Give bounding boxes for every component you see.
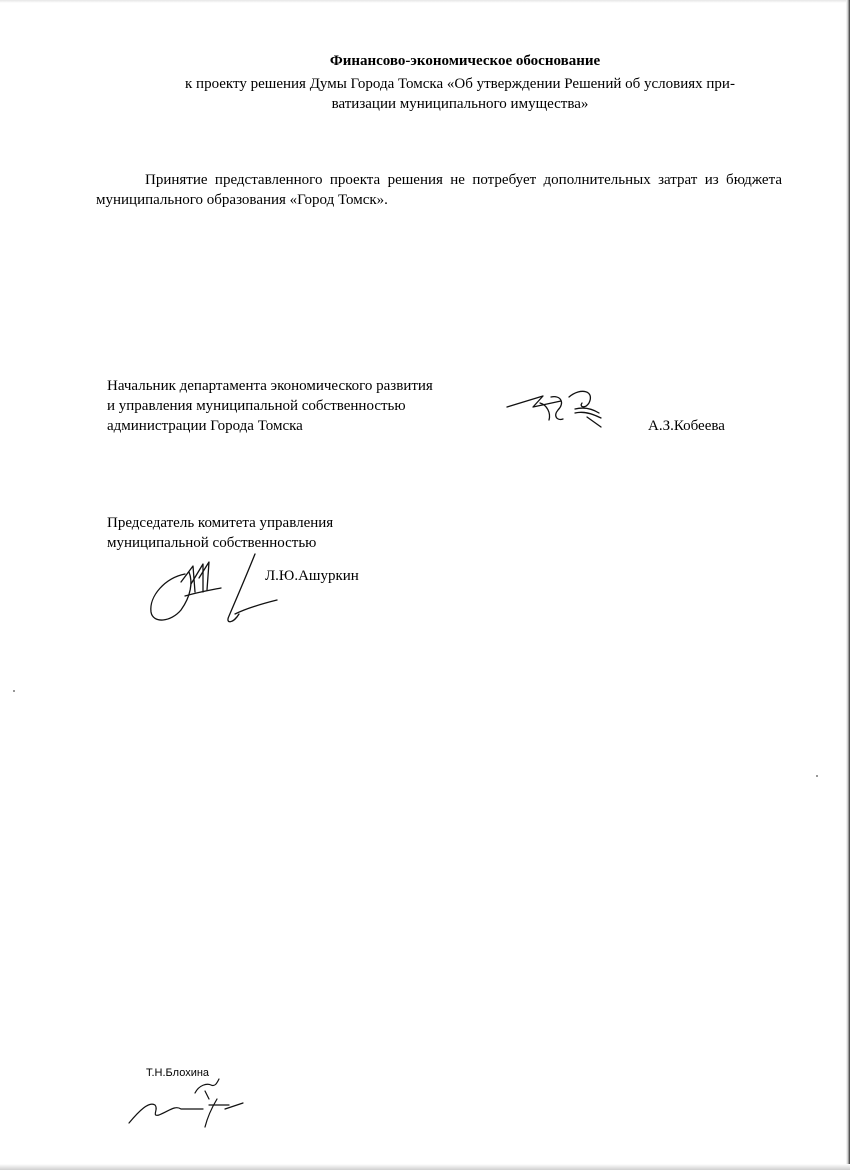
handwritten-signature-ashurkin — [145, 552, 280, 630]
scan-edge-bottom — [0, 1164, 850, 1170]
body-paragraph: Принятие представленного проекта решения не потребует дополнительных затрат из бюджета муниципального образования «Город Томск». — [96, 172, 782, 208]
signatory-name: Л.Ю.Ашуркин — [265, 568, 359, 584]
signatory-position-line: администрации Города Томска — [107, 418, 303, 434]
scan-speck — [816, 775, 818, 777]
handwritten-initials-executor — [125, 1071, 250, 1129]
executor-name: Т.Н.Блохина — [146, 1067, 210, 1079]
scan-edge-right — [846, 0, 850, 1170]
signatory-position-line: Председатель комитета управления — [107, 515, 334, 531]
signature-block-department-head — [107, 376, 527, 436]
handwritten-signature-kobeeva — [503, 383, 608, 435]
scan-edge-top — [0, 0, 850, 3]
document-subtitle — [150, 74, 770, 114]
signatory-name: А.З.Кобеева — [648, 418, 725, 434]
signatory-position-line: Начальник департамента экономического развития — [107, 378, 433, 394]
signature-block-committee-chair — [107, 513, 427, 553]
subtitle-line: к проекту решения Думы Города Томска «Об утверждении Решений об условиях при- — [185, 76, 735, 92]
document-title: Финансово-экономическое обоснование — [329, 53, 601, 69]
signatory-position-line: муниципальной собственностью — [107, 535, 317, 551]
signatory-position-line: и управления муниципальной собственностью — [107, 398, 406, 414]
scan-speck — [13, 690, 15, 692]
subtitle-line: ватизации муниципального имущества» — [331, 96, 589, 112]
